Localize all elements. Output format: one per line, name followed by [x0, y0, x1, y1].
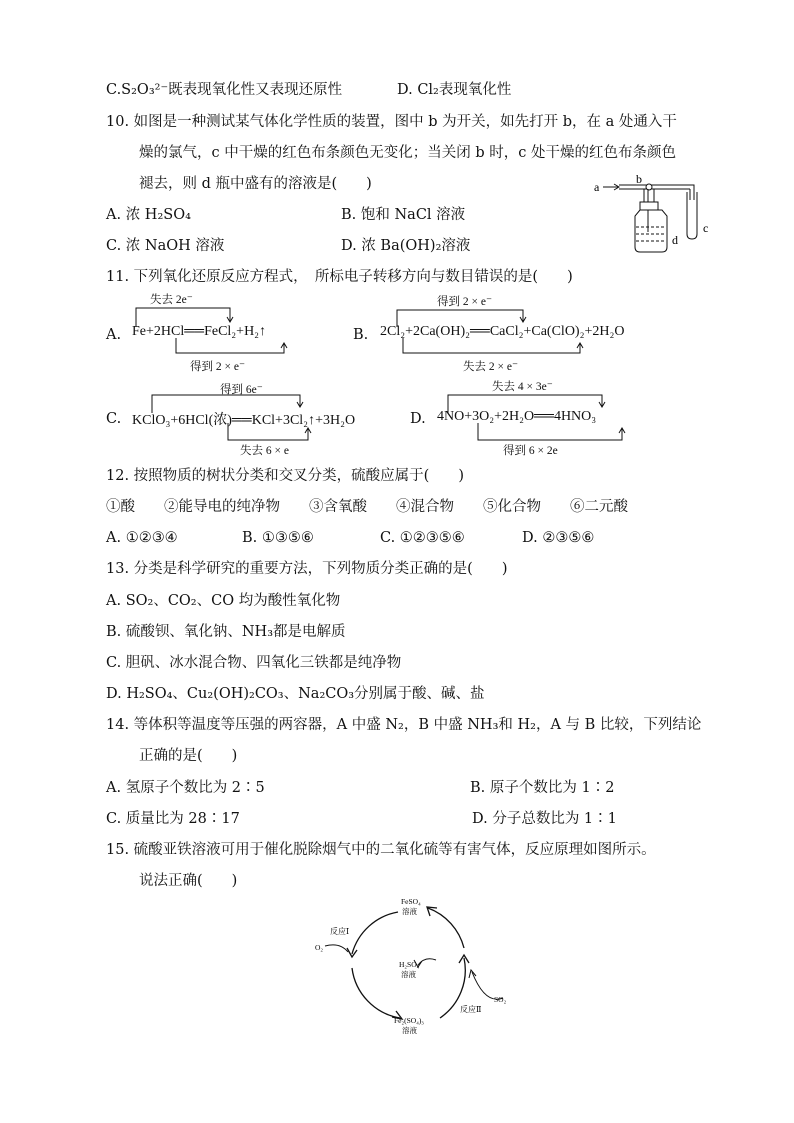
q12-option-b: B. ①③⑤⑥ [242, 530, 314, 546]
q11-b-label: B. [353, 327, 369, 343]
q12-stem: 12. 按照物质的树状分类和交叉分类，硫酸应属于( ) [106, 468, 464, 484]
q11-c-bottom-note: 失去 6 × e [240, 445, 289, 457]
q14-option-b: B. 原子个数比为 1∶2 [470, 780, 615, 796]
q15-stem-line2: 说法正确( ) [139, 873, 238, 889]
q10-stem-line2: 燥的氯气，c 中干燥的红色布条颜色无变化；当关闭 b 时，c 处干燥的红色布条颜色 [139, 145, 676, 161]
q14-stem-line2: 正确的是( ) [139, 748, 238, 764]
fig-fe2so43: Fe₂(SO₄)₃ [394, 1016, 424, 1025]
q14-option-d: D. 分子总数比为 1∶1 [472, 811, 617, 827]
q9-option-c: C.S₂O₃²⁻既表现氧化性又表现还原性 [106, 82, 343, 98]
q11-b-top-note: 得到 2 × e⁻ [437, 296, 493, 308]
q10-stem-line3: 褪去，则 d 瓶中盛有的溶液是( ) [139, 176, 372, 192]
q10-option-a: A. 浓 H₂SO₄ [106, 207, 191, 223]
q14-option-c: C. 质量比为 28∶17 [106, 811, 240, 827]
fig-reaction-2: 反应Ⅱ [460, 1005, 482, 1014]
q13-option-a: A. SO₂、CO₂、CO 均为酸性氧化物 [106, 593, 341, 609]
q11-c-label: C. [106, 411, 122, 427]
fig-label-b: b [636, 172, 642, 186]
fig-o2: O₂ [315, 943, 324, 952]
q11-d-bottom-note: 得到 6 × 2e [503, 445, 558, 457]
q11-d-equation: 4NO+3O₂+2H₂O══4HNO₃ [437, 409, 597, 424]
fig-fe2so43-sol: 溶液 [402, 1026, 417, 1035]
fig-feso4: FeSO₄ [401, 897, 421, 906]
q12-items: ①酸 ②能导电的纯净物 ③含氧酸 ④混合物 ⑤化合物 ⑥二元酸 [106, 499, 628, 515]
q15-stem-line1: 15. 硫酸亚铁溶液可用于催化脱除烟气中的二氧化硫等有害气体，反应原理如图所示。 [106, 842, 656, 858]
q11-a-bottom-note: 得到 2 × e⁻ [190, 361, 246, 373]
q11-a-top-note: 失去 2e⁻ [150, 294, 193, 306]
fig-h2so4-sol: 溶液 [401, 970, 416, 979]
q10-option-c: C. 浓 NaOH 溶液 [106, 238, 225, 254]
q11-c-top-note: 得到 6e⁻ [220, 384, 263, 396]
q13-option-d: D. H₂SO₄、Cu₂(OH)₂CO₃、Na₂CO₃分别属于酸、碱、盐 [106, 686, 485, 702]
q10-option-d: D. 浓 Ba(OH)₂溶液 [341, 238, 471, 254]
q11-a-equation: Fe+2HCl══FeCl₂+H₂↑ [132, 324, 267, 339]
q10-apparatus-figure [590, 172, 720, 257]
q11-d-top-note: 失去 4 × 3e⁻ [492, 381, 553, 393]
fig-feso4-sol: 溶液 [402, 907, 417, 916]
q13-stem: 13. 分类是科学研究的重要方法，下列物质分类正确的是( ) [106, 561, 508, 577]
q12-option-d: D. ②③⑤⑥ [522, 530, 595, 546]
fig-label-c: c [703, 221, 709, 235]
fig-so2: SO₂ [494, 995, 507, 1004]
q12-option-a: A. ①②③④ [106, 530, 178, 546]
q13-option-b: B. 硫酸钡、氧化钠、NH₃都是电解质 [106, 624, 346, 640]
q14-stem-line1: 14. 等体积等温度等压强的两容器，A 中盛 N₂，B 中盛 NH₃和 H₂，A 与 B 比较，下列结论 [106, 717, 702, 733]
q11-d-label: D. [410, 411, 426, 427]
q11-c-equation: KClO₃+6HCl(浓)══KCl+3Cl₂↑+3H₂O [132, 413, 356, 428]
fig-label-d: d [672, 233, 678, 247]
q15-cycle-diagram [310, 890, 530, 1040]
q11-b-equation: 2Cl₂+2Ca(OH)₂══CaCl₂+Ca(ClO)₂+2H₂O [380, 324, 625, 339]
q14-option-a: A. 氢原子个数比为 2∶5 [106, 780, 265, 796]
q10-option-b: B. 饱和 NaCl 溶液 [341, 207, 466, 223]
q13-option-c: C. 胆矾、冰水混合物、四氧化三铁都是纯净物 [106, 655, 402, 671]
fig-h2so4: H₂SO₄ [399, 960, 420, 969]
q11-stem: 11. 下列氧化还原反应方程式， 所标电子转移方向与数目错误的是( ) [106, 269, 573, 285]
fig-reaction-1: 反应Ⅰ [330, 927, 350, 936]
q12-option-c: C. ①②③⑤⑥ [380, 530, 465, 546]
q11-a-label: A. [106, 327, 122, 343]
q11-b-bottom-note: 失去 2 × e⁻ [463, 361, 519, 373]
q10-stem-line1: 10. 如图是一种测试某气体化学性质的装置，图中 b 为开关，如先打开 b，在 a 处通入干 [106, 114, 677, 130]
q9-option-d: D. Cl₂表现氧化性 [397, 82, 512, 98]
fig-label-a: a [594, 180, 600, 194]
